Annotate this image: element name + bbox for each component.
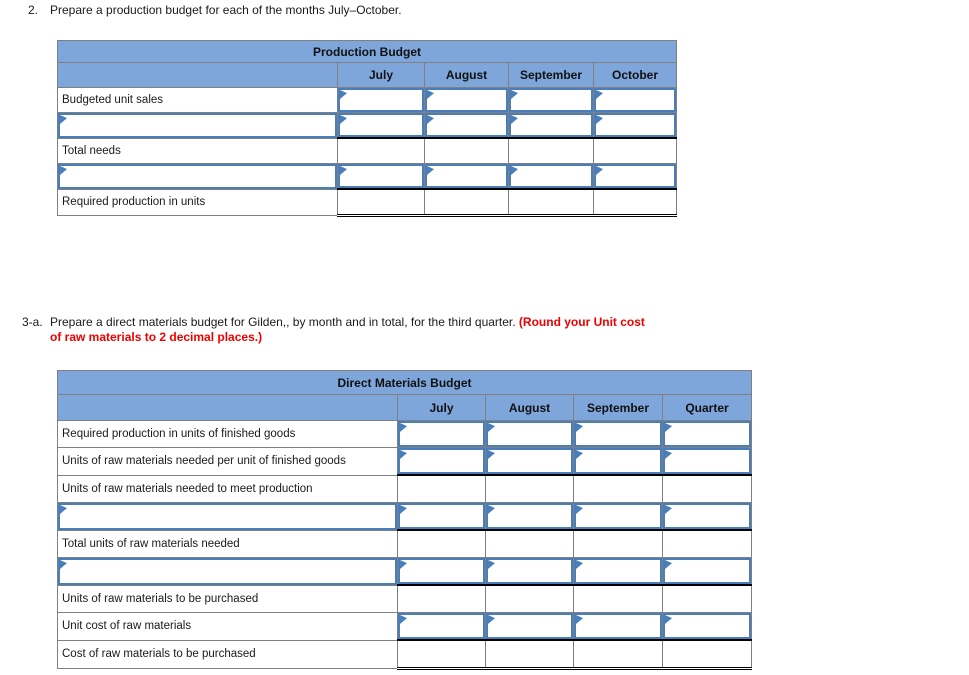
input-cell[interactable] (574, 421, 663, 448)
input-box (338, 164, 424, 188)
input-box (594, 113, 676, 137)
answer-flag-icon (488, 505, 495, 514)
input-cell[interactable] (663, 613, 752, 641)
instruction-3a-number: 3-a. (22, 315, 43, 329)
input-cell[interactable] (509, 164, 594, 190)
table-row (58, 138, 677, 164)
input-box (663, 503, 751, 529)
answer-flag-icon (488, 615, 495, 624)
instruction-3a-emphasis: (Round your Unit cost of raw materials to 2 decimal places.) (50, 315, 645, 344)
answer-flag-icon (576, 615, 583, 624)
input-cell[interactable] (594, 164, 677, 190)
row-label-total-units-rm-needed: Total units of raw materials needed (58, 530, 398, 558)
input-box (509, 88, 593, 112)
input-cell[interactable] (574, 448, 663, 476)
input-box (398, 421, 485, 447)
answer-flag-icon (400, 423, 407, 432)
input-cell[interactable] (574, 613, 663, 641)
input-box (58, 558, 397, 585)
column-header-july: July (398, 395, 486, 421)
input-box (574, 558, 662, 584)
input-cell[interactable] (663, 503, 752, 531)
row-label-units-rm-per-unit-fg: Units of raw materials needed per unit of finished goods (58, 448, 398, 476)
instruction-2-number: 2. (28, 3, 39, 17)
input-box (398, 613, 485, 639)
calc-cell (663, 585, 752, 613)
instruction-3a-text (50, 315, 650, 345)
calc-cell (398, 475, 486, 503)
label-input-cell[interactable] (58, 503, 398, 531)
direct-materials-budget-title: Direct Materials Budget (58, 371, 752, 395)
input-box (486, 558, 573, 584)
input-box (663, 448, 751, 474)
calc-cell (574, 475, 663, 503)
row-label-budgeted-unit-sales: Budgeted unit sales (58, 88, 338, 113)
input-box (486, 503, 573, 529)
input-box (425, 164, 508, 188)
row-label-total-needs: Total needs (58, 138, 338, 164)
input-box (425, 113, 508, 137)
column-header-quarter: Quarter (663, 395, 752, 421)
input-cell[interactable] (338, 164, 425, 190)
row-label-required-production-fg: Required production in units of finished goods (58, 421, 398, 448)
answer-flag-icon (340, 115, 347, 124)
input-box (398, 503, 485, 529)
calc-cell (486, 585, 574, 613)
input-cell[interactable] (574, 558, 663, 586)
answer-flag-icon (60, 115, 67, 124)
input-cell[interactable] (486, 503, 574, 531)
row-label-unit-cost-rm: Unit cost of raw materials (58, 613, 398, 641)
column-header-september: September (574, 395, 663, 421)
input-box (338, 88, 424, 112)
production-budget-title: Production Budget (58, 41, 677, 63)
calc-cell (425, 138, 509, 164)
calc-cell (509, 138, 594, 164)
answer-flag-icon (511, 166, 518, 175)
calc-cell (663, 640, 752, 669)
answer-flag-icon (576, 450, 583, 459)
instruction-2 (28, 3, 402, 18)
calc-cell (574, 640, 663, 669)
input-cell[interactable] (425, 164, 509, 190)
table-row (58, 530, 752, 558)
answer-flag-icon (488, 423, 495, 432)
table-row (58, 475, 752, 503)
input-box (486, 613, 573, 639)
input-cell[interactable] (594, 113, 677, 139)
answer-flag-icon (400, 560, 407, 569)
calc-cell (486, 640, 574, 669)
calc-cell (486, 475, 574, 503)
label-input-cell[interactable] (58, 164, 338, 190)
table-row (58, 558, 752, 586)
calc-cell (398, 640, 486, 669)
answer-flag-icon (665, 505, 672, 514)
table-row (58, 448, 752, 476)
answer-flag-icon (665, 615, 672, 624)
input-box (509, 113, 593, 137)
answer-flag-icon (511, 115, 518, 124)
input-cell[interactable] (425, 88, 509, 113)
answer-flag-icon (427, 90, 434, 99)
answer-flag-icon (511, 90, 518, 99)
input-box (574, 421, 662, 447)
calc-cell (594, 189, 677, 216)
answer-flag-icon (60, 505, 67, 514)
label-input-cell[interactable] (58, 113, 338, 139)
calc-cell (574, 530, 663, 558)
answer-flag-icon (400, 615, 407, 624)
column-header-blank (58, 395, 398, 421)
table-row (58, 164, 677, 190)
calc-cell (338, 189, 425, 216)
table-row (58, 88, 677, 113)
input-cell[interactable] (398, 613, 486, 641)
input-box (574, 613, 662, 639)
column-header-july: July (338, 63, 425, 88)
answer-flag-icon (340, 90, 347, 99)
input-cell[interactable] (425, 113, 509, 139)
answer-flag-icon (488, 450, 495, 459)
input-box (58, 113, 337, 138)
input-cell[interactable] (486, 421, 574, 448)
table-row (58, 585, 752, 613)
calc-cell (509, 189, 594, 216)
input-box (486, 421, 573, 447)
input-cell[interactable] (398, 448, 486, 476)
input-box (338, 113, 424, 137)
answer-flag-icon (576, 505, 583, 514)
answer-flag-icon (576, 560, 583, 569)
input-box (663, 421, 751, 447)
answer-flag-icon (400, 450, 407, 459)
column-header-august: August (425, 63, 509, 88)
table-row (58, 613, 752, 641)
row-label-required-production: Required production in units (58, 189, 338, 216)
column-header-september: September (509, 63, 594, 88)
input-box (574, 448, 662, 474)
input-box (58, 164, 337, 189)
row-label-units-rm-to-be-purchased: Units of raw materials to be purchased (58, 585, 398, 613)
column-header-blank (58, 63, 338, 88)
input-cell[interactable] (509, 113, 594, 139)
answer-flag-icon (665, 423, 672, 432)
instruction-3a-body: Prepare a direct materials budget for Gilden,, by month and in total, for the third quarter. (50, 315, 519, 329)
input-cell[interactable] (663, 558, 752, 586)
answer-flag-icon (427, 115, 434, 124)
input-cell[interactable] (398, 558, 486, 586)
answer-flag-icon (60, 560, 67, 569)
input-box (594, 164, 676, 188)
calc-cell (425, 189, 509, 216)
input-cell[interactable] (663, 421, 752, 448)
input-cell[interactable] (398, 421, 486, 448)
table-row (58, 640, 752, 669)
input-cell[interactable] (574, 503, 663, 531)
input-cell[interactable] (509, 88, 594, 113)
instruction-3a (22, 315, 650, 345)
answer-flag-icon (60, 166, 67, 175)
answer-flag-icon (596, 90, 603, 99)
calc-cell (594, 138, 677, 164)
column-header-october: October (594, 63, 677, 88)
input-box (398, 448, 485, 474)
answer-flag-icon (665, 560, 672, 569)
calc-cell (398, 585, 486, 613)
answer-flag-icon (576, 423, 583, 432)
instruction-2-text: Prepare a production budget for each of the months July–October. (50, 3, 402, 17)
label-input-cell[interactable] (58, 558, 398, 586)
input-box (58, 503, 397, 530)
table-row (58, 189, 677, 216)
input-box (486, 448, 573, 474)
answer-flag-icon (427, 166, 434, 175)
calc-cell (663, 475, 752, 503)
input-box (663, 558, 751, 584)
input-box (594, 88, 676, 112)
calc-cell (574, 585, 663, 613)
row-label-cost-rm-to-be-purchased: Cost of raw materials to be purchased (58, 640, 398, 669)
input-box (509, 164, 593, 188)
answer-flag-icon (340, 166, 347, 175)
direct-materials-budget-table (57, 370, 752, 670)
input-box (425, 88, 508, 112)
input-cell[interactable] (594, 88, 677, 113)
input-box (663, 613, 751, 639)
answer-flag-icon (596, 166, 603, 175)
answer-flag-icon (665, 450, 672, 459)
table-row (58, 421, 752, 448)
row-label-units-rm-to-meet-production: Units of raw materials needed to meet production (58, 475, 398, 503)
input-cell[interactable] (486, 558, 574, 586)
input-cell[interactable] (486, 613, 574, 641)
answer-flag-icon (400, 505, 407, 514)
input-box (574, 503, 662, 529)
column-header-august: August (486, 395, 574, 421)
input-box (398, 558, 485, 584)
calc-cell (663, 530, 752, 558)
input-cell[interactable] (663, 448, 752, 476)
table-row (58, 503, 752, 531)
calc-cell (398, 530, 486, 558)
answer-flag-icon (488, 560, 495, 569)
calc-cell (338, 138, 425, 164)
input-cell[interactable] (398, 503, 486, 531)
production-budget-table (57, 40, 677, 217)
calc-cell (486, 530, 574, 558)
input-cell[interactable] (338, 113, 425, 139)
table-row (58, 113, 677, 139)
answer-flag-icon (596, 115, 603, 124)
input-cell[interactable] (338, 88, 425, 113)
input-cell[interactable] (486, 448, 574, 476)
